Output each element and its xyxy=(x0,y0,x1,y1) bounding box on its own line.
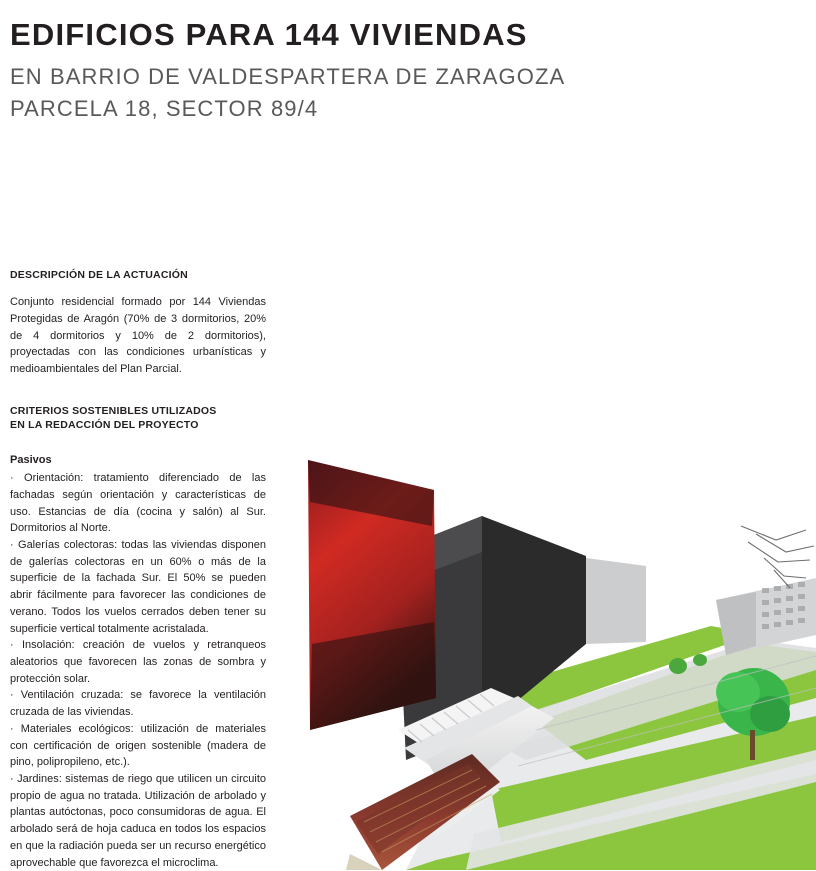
list-item: · Galerías colectoras: todas las viviendas disponen de galerías colectoras en un 60% o más de la superficie de la fachada Sur. El 50% se pueden abrir fácilmente para favorecer las condiciones de verano. Todos los vuelos cerrados deben tener su superficie vertical totalmente acristalada. xyxy=(10,538,266,635)
page-title: EDIFICIOS PARA 144 VIVIENDAS xyxy=(10,17,528,52)
section-heading-description: DESCRIPCIÓN DE LA ACTUACIÓN xyxy=(10,269,188,281)
list-item: · Ventilación cruzada: se favorece la ventilación cruzada de las viviendas. xyxy=(10,689,266,719)
section-heading-criteria-line1: CRITERIOS SOSTENIBLES UTILIZADOS xyxy=(10,404,217,417)
page-subtitle: EN BARRIO DE VALDESPARTERA DE ZARAGOZA xyxy=(10,63,566,89)
list-item: · Jardines: sistemas de riego que utilicen un circuito propio de agua no tratada. Utilización de arbolado y plantas autóctonas, poco consumidoras de agua. El arbolado será de hoja caduca en todos los espacios en que la radiación pueda ser un recurso energético aprovechable que favorezca el microclima. xyxy=(10,773,266,869)
list-item: · Insolación: creación de vuelos y retranqueos aleatorios que favorecen las zonas de sombra y protección solar. xyxy=(10,639,266,685)
architectural-rendering-image xyxy=(286,430,816,870)
text-column xyxy=(10,268,266,871)
list-item: · Materiales ecológicos: utilización de materiales con certificación de origen sostenible (madera de pino, polipropileno, etc.). xyxy=(10,722,266,769)
page-subtitle-secondary: PARCELA 18, SECTOR 89/4 xyxy=(10,96,319,122)
subsection-heading-pasivos: Pasivos xyxy=(10,454,52,467)
document-header xyxy=(10,18,790,124)
section-paragraph-description: Conjunto residencial formado por 144 Viviendas Protegidas de Aragón (70% de 3 dormitorios, 20% de 4 dormitorios y 10% de 2 dormitorios), proyectadas con las condiciones urbanísticas y medioambientales del Plan Parcial. xyxy=(10,296,266,376)
list-item: · Orientación: tratamiento diferenciado de las fachadas según orientación y características de uso. Estancias de día (cocina y salón) al Sur. Dormitorios al Norte. xyxy=(10,472,266,535)
bullet-list xyxy=(10,470,266,871)
section-heading-criteria-line2: EN LA REDACCIÓN DEL PROYECTO xyxy=(10,418,199,431)
